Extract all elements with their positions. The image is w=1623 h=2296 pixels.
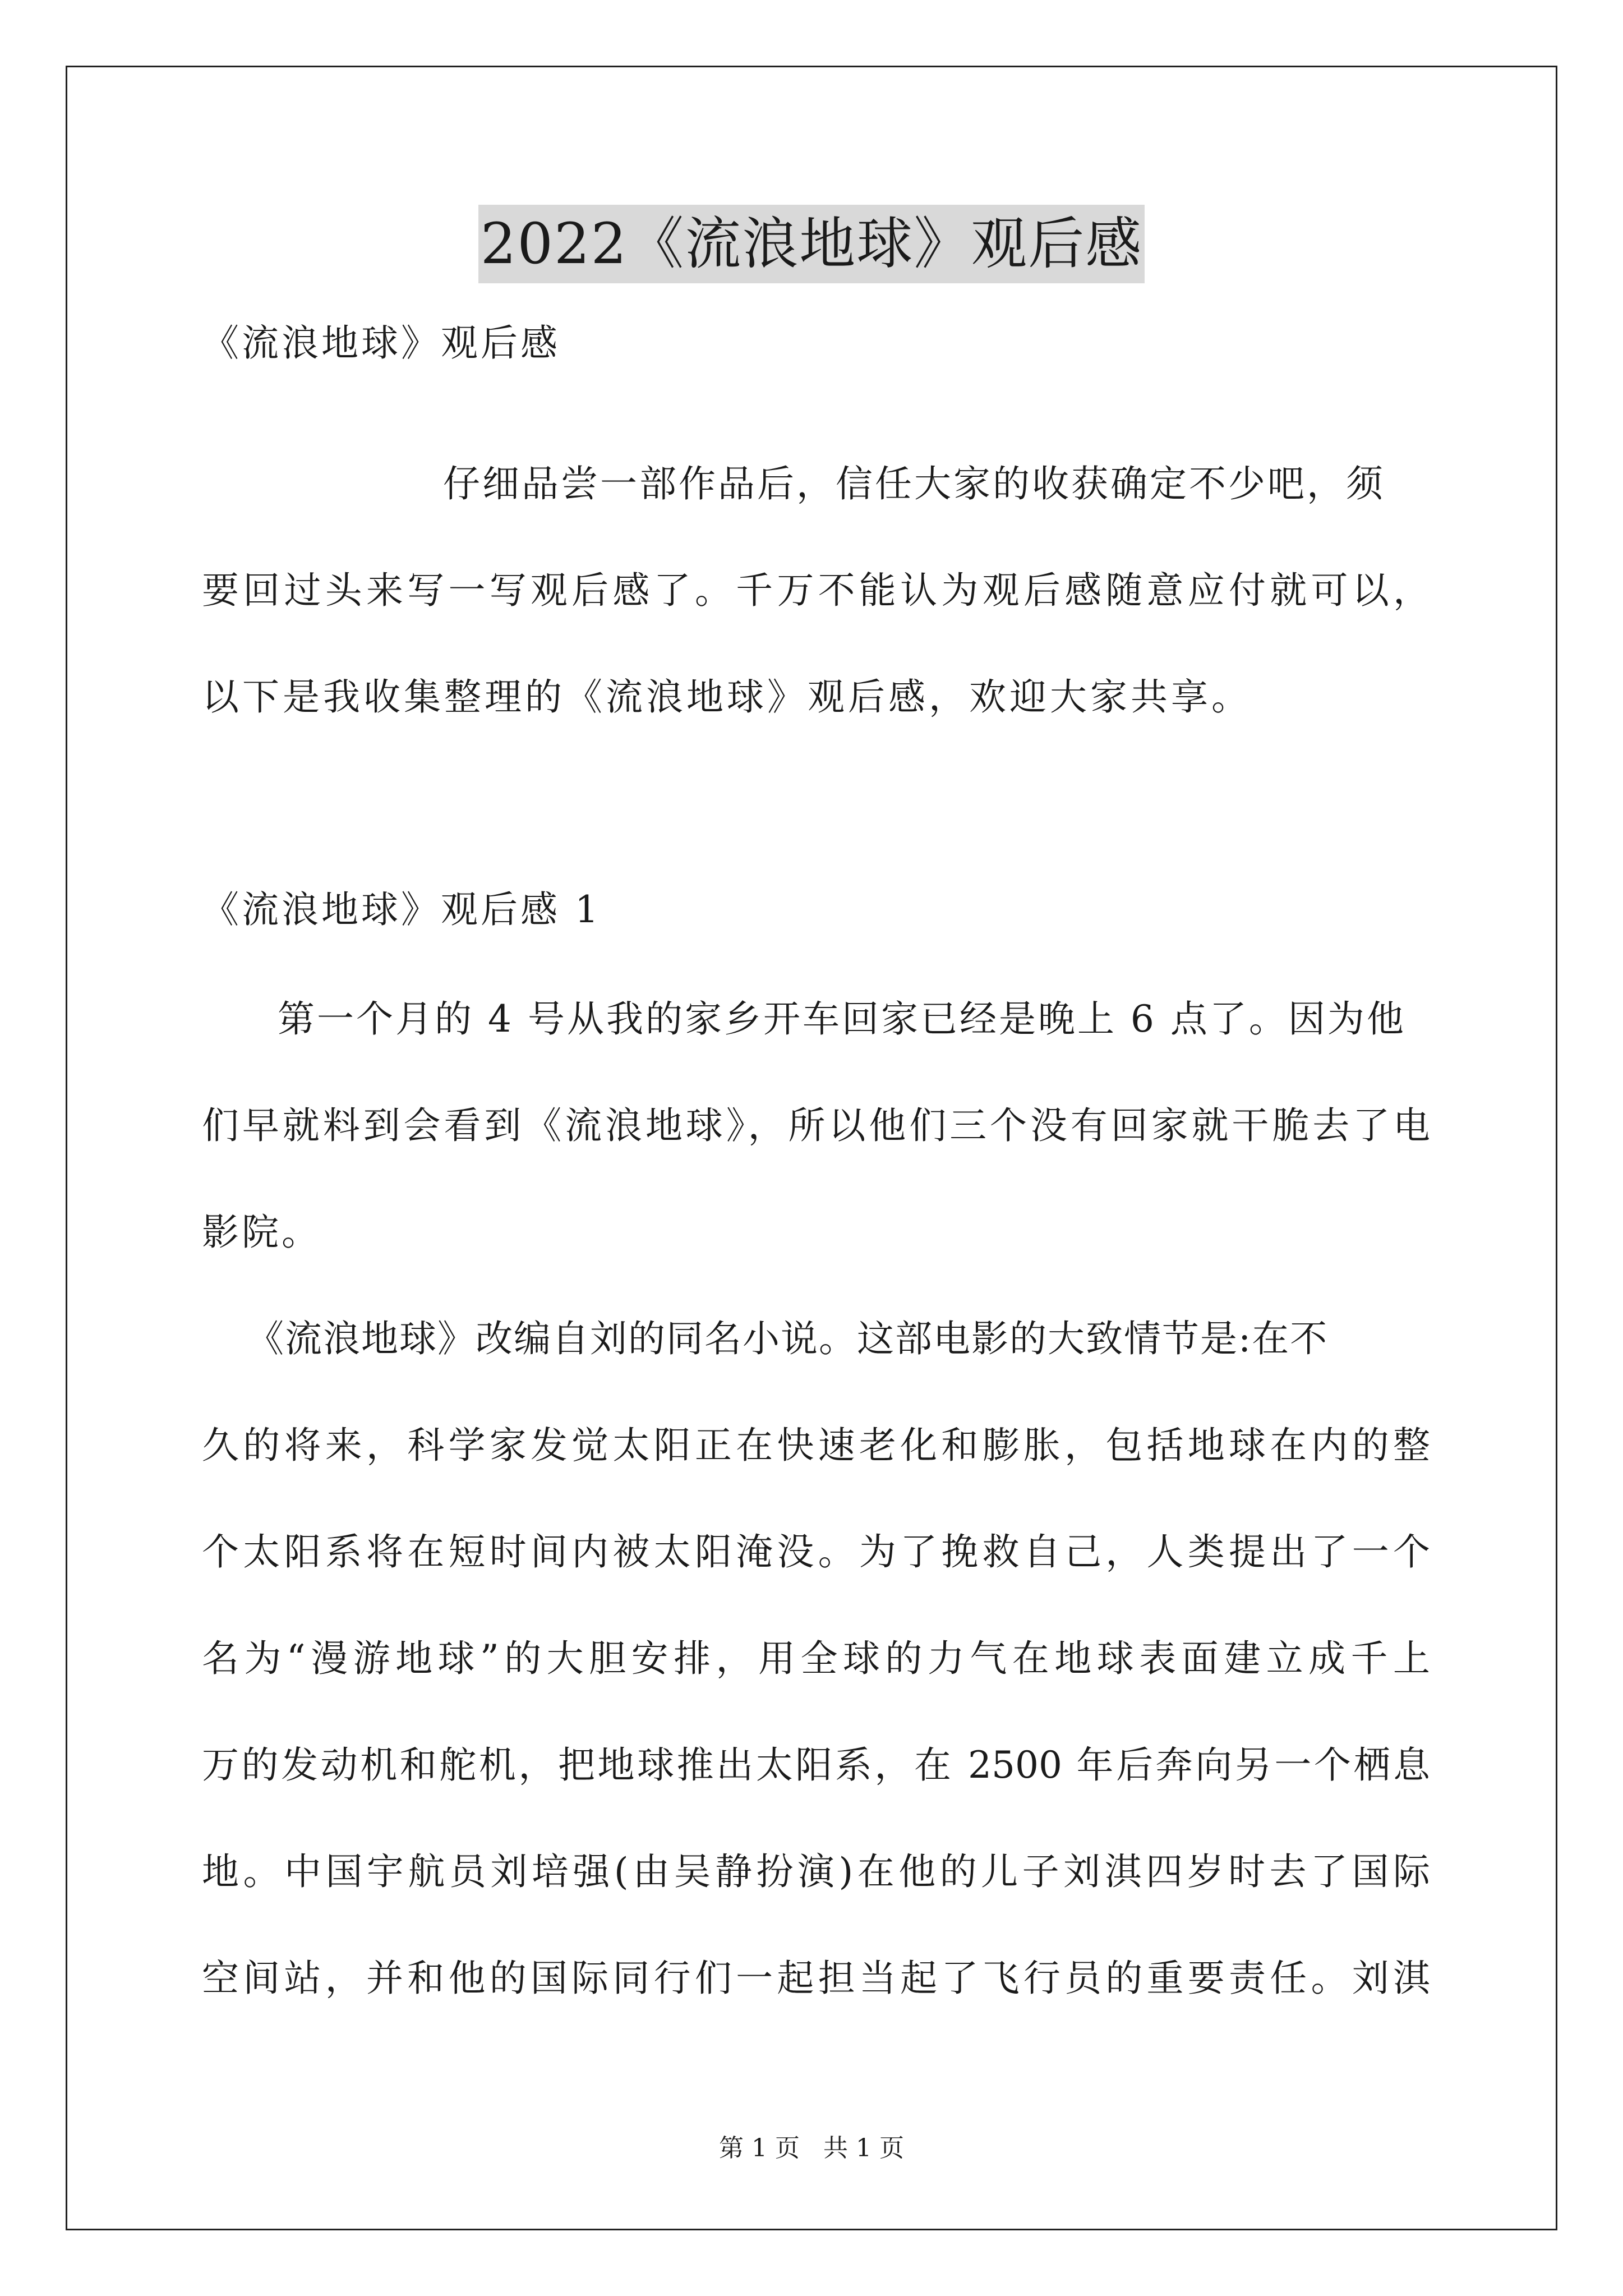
page-footer bbox=[0, 2132, 1623, 2165]
para2-line-5: 万的发动机和舵机，把地球推出太阳系，在 2500 年后奔向另一个栖息 bbox=[202, 1743, 1430, 1787]
para1-line-2: 们早就料到会看到《流浪地球》，所以他们三个没有回家就干脆去了电 bbox=[202, 1104, 1430, 1147]
para2-line-6: 地。中国宇航员刘培强(由吴静扮演)在他的儿子刘淇四岁时去了国际 bbox=[202, 1850, 1430, 1893]
para1-line-1: 第一个月的 4 号从我的家乡开车回家已经是晚上 6 点了。因为他 bbox=[278, 997, 1406, 1041]
page-total: 共 1 页 bbox=[823, 2134, 904, 2162]
para2-line-3: 个太阳系将在短时间内被太阳淹没。为了挽救自己，人类提出了一个 bbox=[202, 1530, 1430, 1573]
intro-line-3: 以下是我收集整理的《流浪地球》观后感，欢迎大家共享。 bbox=[202, 675, 1252, 719]
title-container bbox=[0, 205, 1623, 283]
intro-line-2: 要回过头来写一写观后感了。千万不能认为观后感随意应付就可以， bbox=[202, 569, 1430, 612]
section-heading: 《流浪地球》观后感 1 bbox=[202, 888, 601, 931]
para1-line-3: 影院。 bbox=[202, 1211, 321, 1254]
document-title: 2022《流浪地球》观后感 bbox=[478, 205, 1145, 283]
para2-line-7: 空间站，并和他的国际同行们一起担当起了飞行员的重要责任。刘淇 bbox=[202, 1957, 1430, 2000]
intro-line-1: 仔细品尝一部作品后，信任大家的收获确定不少吧，须 bbox=[443, 462, 1385, 505]
page-number: 第 1 页 bbox=[719, 2134, 800, 2162]
document-subtitle: 《流浪地球》观后感 bbox=[202, 321, 560, 365]
para2-line-2: 久的将来，科学家发觉太阳正在快速老化和膨胀，包括地球在内的整 bbox=[202, 1424, 1430, 1467]
para2-line-1: 《流浪地球》改编自刘的同名小说。这部电影的大致情节是:在不 bbox=[247, 1317, 1329, 1360]
para2-line-4: 名为“漫游地球”的大胆安排，用全球的力气在地球表面建立成千上 bbox=[202, 1637, 1430, 1680]
